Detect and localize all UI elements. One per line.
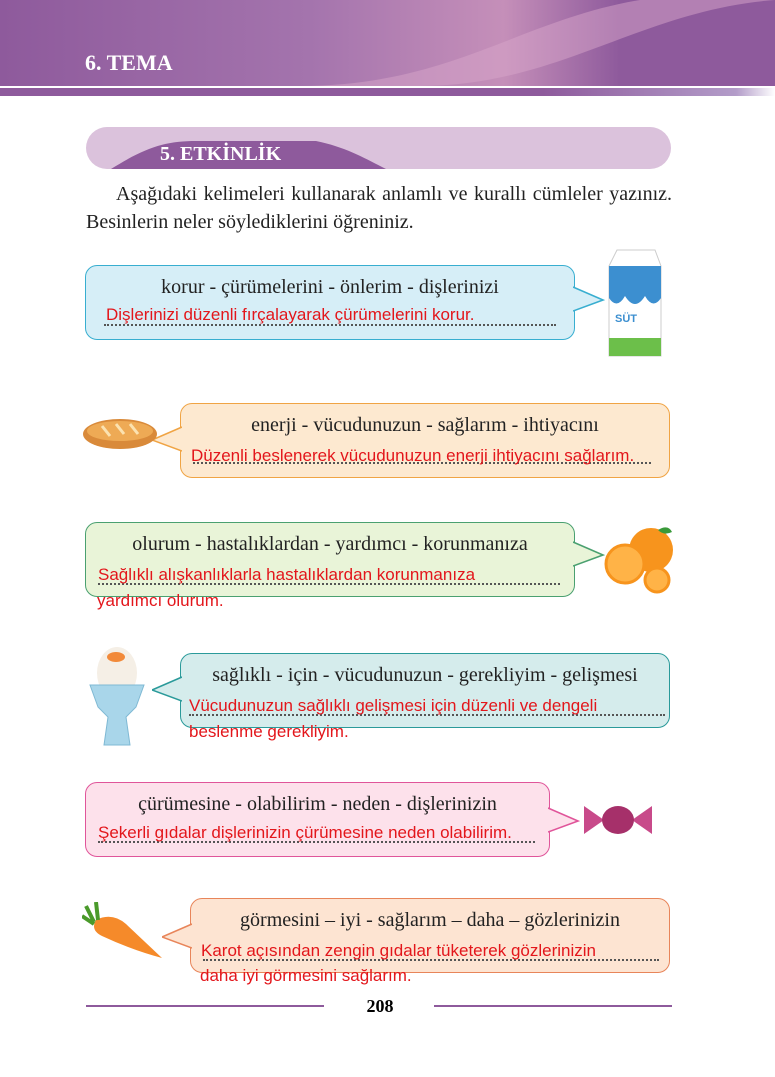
bread-icon [82,416,158,452]
speech-bubble-milk [85,265,575,340]
footer-rule-left [86,1005,324,1007]
page-number: 208 [366,996,394,1016]
milk-carton-icon [605,248,663,358]
answer-text-line2[interactable]: beslenme gerekliyim. [189,722,349,741]
candy-icon [582,800,654,840]
answer-text-line1[interactable]: Vücudunuzun sağlıklı gelişmesi için düzenli ve dengeli [189,696,598,715]
word-prompt: olurum - hastalıklardan - yardımcı - korunmanıza [132,533,528,555]
answer-text[interactable]: Şekerli gıdalar dişlerinizin çürümesine neden olabilirim. [98,823,512,842]
answer-text-line1[interactable]: Sağlıklı alışkanlıklarla hastalıklardan korunmanıza [98,565,476,584]
egg-icon [86,645,148,753]
word-prompt: korur - çürümelerini - önlerim - dişlerinizi [161,276,499,298]
answer-text[interactable]: Dişlerinizi düzenli fırçalayarak çürümelerini korur. [106,305,475,324]
theme-title: 6. TEMA [85,50,173,75]
carrot-icon [82,902,164,960]
speech-bubble-carrot [190,898,670,973]
footer-rule-right [434,1005,672,1007]
word-prompt: enerji - vücudunuzun - sağlarım - ihtiyacını [251,414,599,436]
speech-bubble-egg [180,653,670,728]
bubble-tail [152,675,182,705]
bubble-tail [573,540,605,570]
answer-text[interactable]: Düzenli beslenerek vücudunuzun enerji ihtiyacını sağlarım. [191,446,635,465]
speech-bubble-bread [180,403,670,478]
header-divider [0,88,775,96]
bubble-tail [573,285,605,315]
word-prompt: sağlıklı - için - vücudunuzun - gerekliyim - gelişmesi [212,664,638,686]
speech-bubble-orange [85,522,575,597]
orange-icon [603,524,675,594]
word-prompt: görmesini – iyi - sağlarım – daha – gözlerinizin [240,909,620,931]
activity-instructions: Aşağıdaki kelimeleri kullanarak anlamlı ve kurallı cümleler yazınız. Besinlerin neler söylediklerini öğreniniz. [86,183,672,233]
answer-text-line2[interactable]: daha iyi görmesini sağlarım. [200,966,412,985]
answer-text-line1[interactable]: Karot açısından zengin gıdalar tüketerek gözlerinizin [201,941,597,960]
bubble-tail [162,922,192,952]
answer-text-line2[interactable]: yardımcı olurum. [97,591,224,610]
word-prompt: çürümesine - olabilirim - neden - dişlerinizin [138,793,497,815]
speech-bubble-candy [85,782,550,857]
activity-title: 5. ETKİNLİK [160,143,282,165]
bubble-tail [548,806,580,836]
svg-text:SÜT: SÜT [615,313,637,325]
